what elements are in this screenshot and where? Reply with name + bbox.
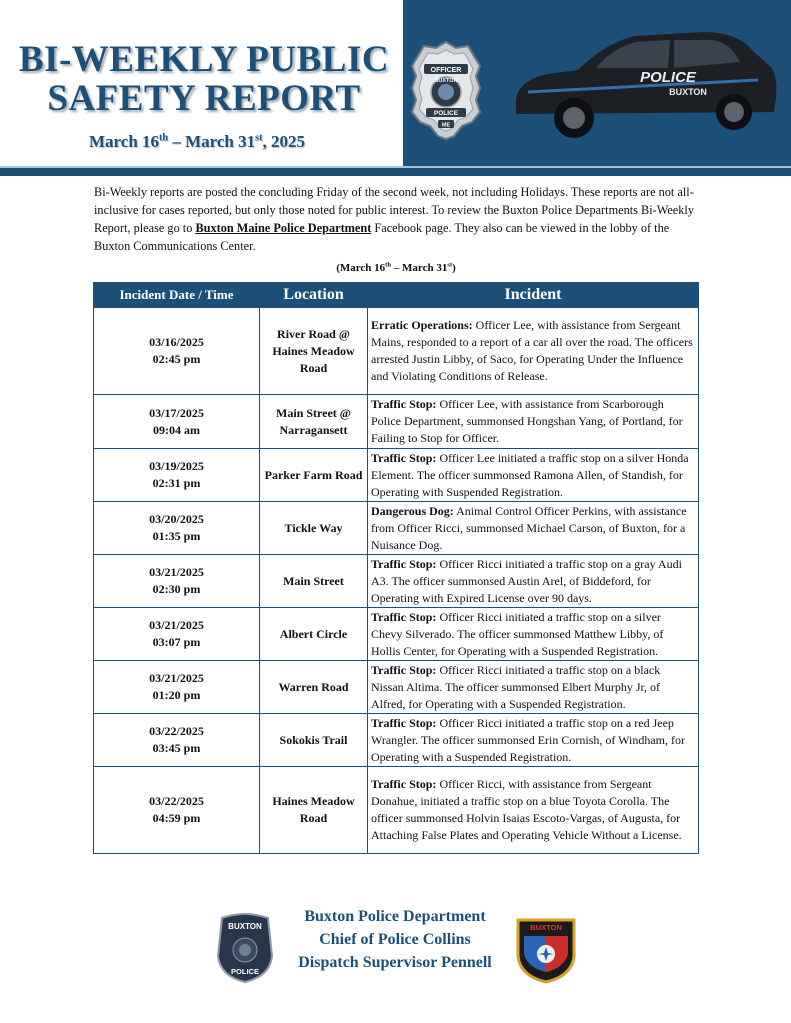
incident-time: 02:45 pm <box>152 352 201 366</box>
incident-location: Parker Farm Road <box>260 449 368 502</box>
incident-datetime <box>94 555 260 608</box>
incident-description <box>368 449 699 502</box>
incident-location: Tickle Way <box>260 502 368 555</box>
date-year: , 2025 <box>262 132 305 151</box>
incident-text: Officer Lee, with assistance from Scarborough Police Department, summonsed Hongshan Yang, of Portland, for Failing to Stop for Officer. <box>371 397 683 445</box>
incident-date: 03/21/2025 <box>149 618 204 632</box>
table-row <box>94 661 699 714</box>
incident-type: Traffic Stop: <box>371 609 437 624</box>
subtitle-middle: – March 31 <box>391 262 448 274</box>
incident-text: Officer Lee, with assistance from Sergeant Mains, responded to a report of a car all over the road. The officers arrested Justin Libby, of Saco, for Operating Under the Influence and Violating Conditions of Release. <box>371 318 693 383</box>
facebook-page-link[interactable]: Buxton Maine Police Department <box>195 221 372 235</box>
police-badge-icon <box>410 40 482 140</box>
report-header <box>0 0 791 178</box>
report-date-range <box>14 132 380 152</box>
incident-datetime <box>94 395 260 449</box>
incident-date: 03/17/2025 <box>149 405 204 420</box>
table-row <box>94 555 699 608</box>
footer-department: Buxton Police Department <box>304 908 486 925</box>
incident-type: Traffic Stop: <box>371 397 437 411</box>
car-text-buxton: BUXTON <box>669 87 707 97</box>
incident-datetime <box>94 767 260 854</box>
incident-type: Traffic Stop: <box>371 777 437 791</box>
incident-time: 01:20 pm <box>152 688 201 702</box>
incident-date: 03/21/2025 <box>149 671 204 685</box>
buxton-communications-patch-icon <box>514 916 578 984</box>
header-rule <box>0 168 791 176</box>
column-header-incident: Incident <box>368 283 699 308</box>
incident-location: Warren Road <box>260 661 368 714</box>
incident-location: River Road @ Haines Meadow Road <box>260 308 368 395</box>
incident-datetime <box>94 714 260 767</box>
incident-time: 09:04 am <box>153 422 200 437</box>
incident-description <box>368 502 699 555</box>
incident-datetime <box>94 661 260 714</box>
footer-signature <box>270 905 520 974</box>
incident-location: Haines Meadow Road <box>260 767 368 854</box>
badge-text-officer: OFFICER <box>430 67 462 74</box>
table-subtitle <box>94 262 698 274</box>
intro-text-start: Bi-Weekly reports are posted the concluding Friday of the second week, not including Holidays. These reports are not all-inclusive for cases reported, but only those noted for public interest. To review the Buxton Police Departments Bi-Weekly Report, please go to <box>94 185 694 235</box>
footer-dispatch-supervisor: Dispatch Supervisor Pennell <box>298 954 492 971</box>
incident-time: 03:45 pm <box>152 741 201 755</box>
incident-type: Erratic Operations: <box>371 318 473 332</box>
incident-time: 01:35 pm <box>152 529 201 543</box>
incident-datetime <box>94 449 260 502</box>
table-row <box>94 449 699 502</box>
date-start: March 16 <box>88 132 160 151</box>
column-header-date: Incident Date / Time <box>94 283 260 308</box>
intro-text-end: Facebook page. They also can be viewed in the lobby of the Buxton Communications Center. <box>94 221 670 253</box>
column-header-location: Location <box>260 283 368 308</box>
date-end-suffix: st <box>255 132 263 144</box>
report-title <box>14 40 394 118</box>
incident-date: 03/22/2025 <box>149 794 204 808</box>
incident-description <box>368 308 699 395</box>
badge-text-police: POLICE <box>433 110 459 117</box>
incident-time: 04:59 pm <box>152 811 201 825</box>
buxton-police-patch-icon <box>216 912 274 984</box>
badge-text-buxton: BUXTON <box>434 78 458 84</box>
date-separator: – <box>168 132 186 151</box>
incident-type: Traffic Stop: <box>371 715 437 730</box>
incident-location: Sokokis Trail <box>260 714 368 767</box>
incident-datetime <box>94 308 260 395</box>
incident-time: 02:31 pm <box>152 476 201 490</box>
table-row <box>94 767 699 854</box>
patch1-text-buxton: BUXTON <box>228 922 262 931</box>
intro-paragraph <box>94 183 700 255</box>
incident-date: 03/20/2025 <box>149 512 204 526</box>
patch2-text-buxton: BUXTON <box>530 923 562 932</box>
date-end: March 31 <box>185 132 256 151</box>
subtitle-suffix-1: th <box>385 261 392 269</box>
car-text-police: POLICE <box>640 69 696 86</box>
incident-type: Traffic Stop: <box>371 662 437 677</box>
incident-datetime <box>94 608 260 661</box>
title-line-2: SAFETY REPORT <box>47 78 361 119</box>
incident-text: Animal Control Officer Perkins, with assistance from Officer Ricci, summonsed Michael Carson, of Buxton, for a Nuisance Dog. <box>371 503 687 552</box>
incident-description <box>368 714 699 767</box>
date-start-suffix: th <box>159 132 169 144</box>
incident-datetime <box>94 502 260 555</box>
incident-table <box>93 282 699 854</box>
incident-text: Officer Ricci initiated a traffic stop on a red Jeep Wrangler. The officer summonsed Erin Cornish, of Windham, for Operating with a Suspended Registration. <box>371 715 685 764</box>
incident-text: Officer Lee initiated a traffic stop on a silver Honda Element. The officer summonsed Ramona Allen, of Standish, for Operating with Suspended Registration. <box>371 450 689 499</box>
incident-type: Traffic Stop: <box>371 450 437 465</box>
incident-description <box>368 608 699 661</box>
badge-text-me: ME <box>441 122 451 129</box>
incident-location: Main Street <box>260 555 368 608</box>
table-row <box>94 395 699 449</box>
patch1-text-police: POLICE <box>231 967 259 976</box>
subtitle-start: (March 16 <box>336 262 386 274</box>
incident-description <box>368 555 699 608</box>
incident-date: 03/19/2025 <box>149 459 204 473</box>
table-row <box>94 502 699 555</box>
incident-text: Officer Ricci initiated a traffic stop on a gray Audi A3. The officer summonsed Austin Arel, of Biddeford, for Operating with Expired License over 90 days. <box>371 556 682 605</box>
police-car-icon <box>508 22 780 148</box>
incident-text: Officer Ricci initiated a traffic stop on a black Nissan Altima. The officer summonsed Elbert Murphy Jr, of Alfred, for Operating with a Suspended Registration. <box>371 662 661 711</box>
title-line-1: BI-WEEKLY PUBLIC <box>18 39 390 80</box>
incident-time: 02:30 pm <box>152 582 201 596</box>
incident-description <box>368 661 699 714</box>
incident-text: Officer Ricci, with assistance from Sergeant Donahue, initiated a traffic stop on a blue Toyota Corolla. The officer summonsed Holvin Isaias Escoto-Vargas, of Augusta, for Attaching False Plates and Operating Vehicle Without a License. <box>371 777 682 842</box>
incident-description <box>368 395 699 449</box>
subtitle-end: ) <box>452 262 456 274</box>
table-header-row <box>94 283 699 308</box>
incident-date: 03/22/2025 <box>149 724 204 738</box>
table-row <box>94 714 699 767</box>
incident-time: 03:07 pm <box>152 635 201 649</box>
table-row <box>94 308 699 395</box>
incident-type: Dangerous Dog: <box>371 503 454 518</box>
incident-description <box>368 767 699 854</box>
incident-text: Officer Ricci initiated a traffic stop on a silver Chevy Silverado. The officer summonsed Matthew Libby, of Hollis Center, for Operating with a Suspended Registration. <box>371 609 664 658</box>
incident-date: 03/16/2025 <box>149 335 204 349</box>
table-row <box>94 608 699 661</box>
footer-chief: Chief of Police Collins <box>319 931 471 948</box>
incident-date: 03/21/2025 <box>149 565 204 579</box>
incident-type: Traffic Stop: <box>371 556 437 571</box>
incident-location: Albert Circle <box>260 608 368 661</box>
incident-location: Main Street @ Narragansett <box>260 395 368 449</box>
subtitle-suffix-2: st <box>447 261 453 269</box>
